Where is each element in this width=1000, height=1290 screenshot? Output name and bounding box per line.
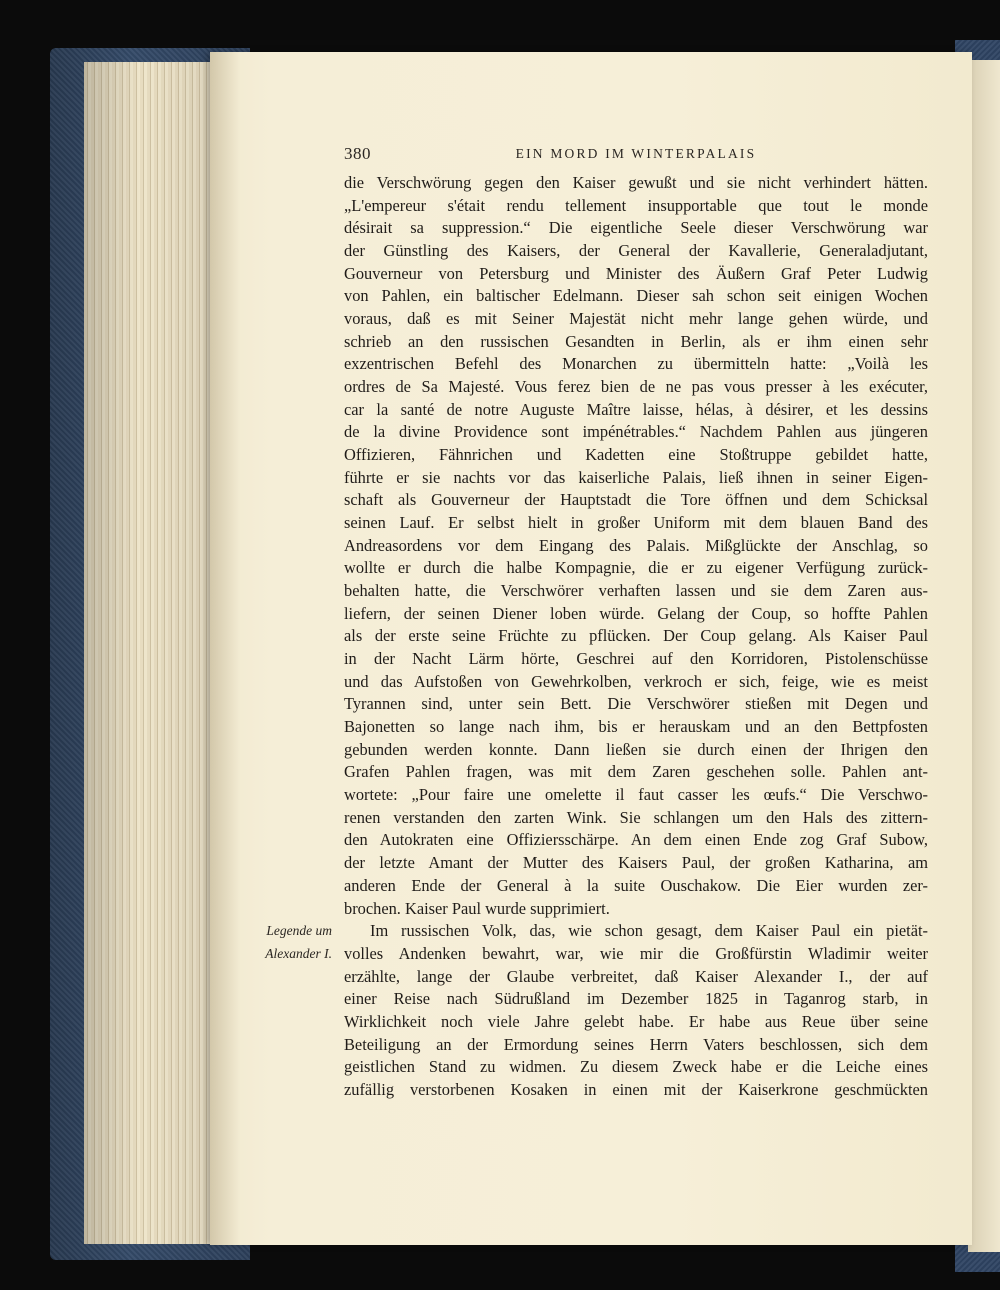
text-line: ordres de Sa Majesté. Vous ferez bien de ne pas vous presser à les exécuter,	[344, 377, 928, 397]
margin-note-line: Alexander I.	[265, 945, 332, 961]
text-line: führte er sie nachts vor das kaiserliche Palais, ließ ihnen in seiner Eigen-	[344, 467, 928, 487]
running-head: EIN MORD IM WINTERPALAIS	[515, 146, 757, 161]
page-number: 380	[344, 144, 371, 163]
text-line: seinen Lauf. Er selbst hielt in großer Uniform mit dem blauen Band des	[344, 513, 928, 533]
text-line: schrieb an den russischen Gesandten in Berlin, als er ihm einen sehr	[344, 331, 928, 351]
text-line: behalten hatte, die Verschwörer verhaften lassen und sie dem Zaren aus-	[344, 581, 928, 601]
text-line: „L'empereur s'était rendu tellement insupportable que tout le monde	[344, 195, 928, 215]
text-line: gebunden werden konnte. Dann ließen sie durch einen der Ihrigen den	[344, 739, 928, 759]
margin-note-line: Legende um	[266, 923, 332, 938]
text-line: wortete: „Pour faire une omelette il faut casser les œufs.“ Die Verschwo-	[344, 785, 928, 805]
page-gutter-shadow	[210, 52, 240, 1245]
text-line: Grafen Pahlen fragen, was mit dem Zaren geschehen solle. Pahlen ant-	[344, 762, 928, 782]
facing-page-edge	[968, 60, 1000, 1252]
text-line: renen verstanden den zarten Wink. Sie schlangen um den Hals des zittern-	[344, 807, 928, 827]
text-line: Beteiligung an der Ermordung seines Herrn Vaters beschlossen, sich dem	[344, 1034, 928, 1054]
text-line: brochen. Kaiser Paul wurde supprimiert.	[344, 898, 610, 918]
margin-note	[240, 920, 332, 965]
text-line: der letzte Amant der Mutter des Kaisers Paul, der großen Katharina, am	[344, 853, 928, 873]
text-line: als der erste seine Früchte zu pflücken. Der Coup gelang. Als Kaiser Paul	[344, 626, 928, 646]
text-line: de la divine Providence sont impénétrables.“ Nachdem Pahlen aus jüngeren	[344, 422, 928, 442]
text-line: Offizieren, Fähnrichen und Kadetten eine Stoßtruppe gebildet hatte,	[344, 445, 928, 465]
text-line: wollte er durch die halbe Kompagnie, die er zu eigener Verfügung zurück-	[344, 558, 928, 578]
text-line: Gouverneur von Petersburg und Minister des Äußern Graf Peter Ludwig	[344, 263, 928, 283]
text-line: einer Reise nach Südrußland im Dezember 1825 in Taganrog starb, in	[344, 989, 928, 1009]
text-line: volles Andenken bewahrt, war, wie mir die Großfürstin Wladimir weiter	[344, 943, 928, 963]
text-line: Im russischen Volk, das, wie schon gesagt, dem Kaiser Paul ein pietät-	[370, 921, 928, 941]
text-line: die Verschwörung gegen den Kaiser gewußt und sie nicht verhindert hätten.	[344, 173, 928, 192]
text-line: désirait sa suppression.“ Die eigentliche Seele dieser Verschwörung war	[344, 218, 928, 238]
page-stack-shadow	[84, 62, 224, 1244]
text-line: Wirklichkeit noch viele Jahre gelebt habe. Er habe aus Reue über seine	[344, 1011, 928, 1031]
text-line: und das Aufstoßen von Gewehrkolben, verkroch er sich, feige, wie es meist	[344, 671, 928, 691]
text-line: car la santé de notre Auguste Maître laisse, hélas, à désirer, et les dessins	[344, 399, 928, 419]
body-text	[344, 172, 928, 1102]
text-line: voraus, daß es mit Seiner Majestät nicht mehr lange gehen würde, und	[344, 309, 928, 329]
text-line: liefern, der seinen Diener loben würde. Gelang der Coup, so hoffte Pahlen	[344, 603, 928, 623]
text-line: den Autokraten eine Offiziersschärpe. An dem einen Ende zog Graf Subow,	[344, 830, 928, 850]
text-line: von Pahlen, ein baltischer Edelmann. Dieser sah schon seit einigen Wochen	[344, 286, 928, 306]
text-line: geistlichen Stand zu widmen. Zu diesem Zweck habe er die Leiche eines	[344, 1057, 928, 1077]
text-line: Tyrannen sind, unter sein Bett. Die Verschwörer stießen mit Degen und	[344, 694, 928, 714]
text-line: Andreasordens vor dem Eingang des Palais. Mißglückte der Anschlag, so	[344, 535, 928, 555]
text-line: Bajonetten so lange nach ihm, bis er herauskam und an den Bettpfosten	[344, 717, 928, 737]
text-line: erzählte, lange der Glaube verbreitet, daß Kaiser Alexander I., der auf	[344, 966, 928, 986]
text-line: exzentrischen Befehl des Monarchen zu übermitteln hatte: „Voilà les	[344, 354, 928, 374]
text-line: der Günstling des Kaisers, der General der Kavallerie, Generaladjutant,	[344, 241, 928, 261]
text-line: zufällig verstorbenen Kosaken in einen mit der Kaiserkrone geschmückten	[344, 1079, 928, 1099]
text-line: anderen Ende der General à la suite Ouschakow. Die Eier wurden zer-	[344, 875, 928, 895]
page-header	[344, 144, 928, 166]
text-line: schaft als Gouverneur der Hauptstadt die Tore öffnen und dem Schicksal	[344, 490, 928, 510]
text-line: in der Nacht Lärm hörte, Geschrei auf den Korridoren, Pistolenschüsse	[344, 649, 928, 669]
